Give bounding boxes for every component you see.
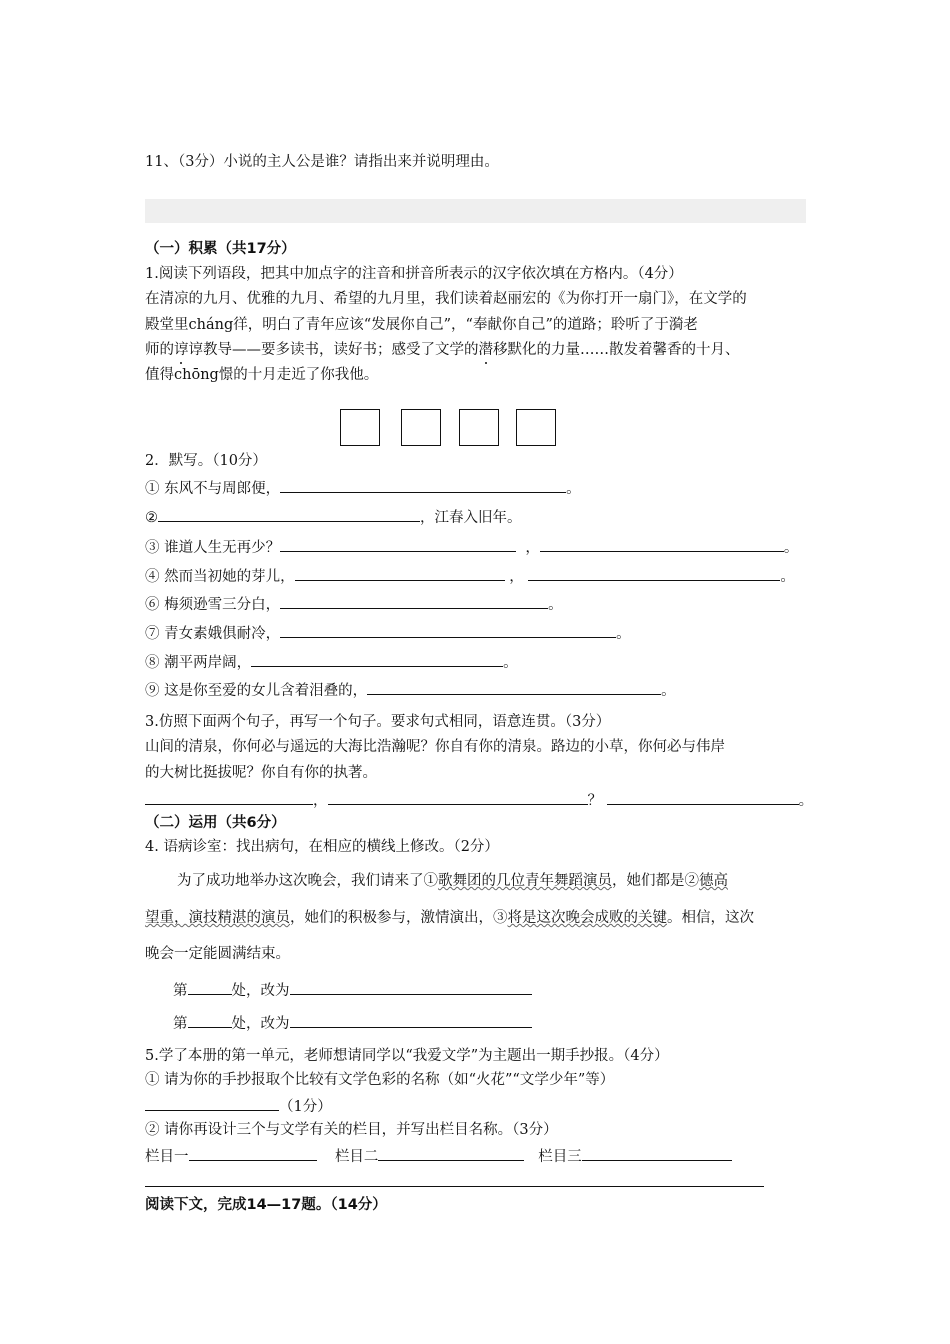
q5-sub-1: ① 请为你的手抄报取个比较有文学色彩的名称（如“火花”“文学少年”等）	[145, 1072, 615, 1088]
q5-columns	[145, 1146, 732, 1166]
text: 。相信，这次	[667, 910, 754, 926]
text: 。	[503, 655, 518, 671]
text: ，	[313, 793, 328, 809]
reading-instruction: 阅读下文，完成14—17题。（14分）	[145, 1197, 387, 1213]
q3-prompt: 3.仿照下面两个句子，再写一个句子。要求句式相同，语意连贯。（3分）	[145, 714, 611, 730]
text: 栏目二	[334, 1149, 379, 1165]
question-11: 11、（3分）小说的主人公是谁？请指出来并说明理由。	[145, 154, 499, 170]
text: 移默化的力量……散发着馨香的十月、	[493, 342, 740, 358]
q4-prompt: 4. 语病诊室：找出病句，在相应的横线上修改。（2分）	[145, 839, 499, 855]
blank[interactable]	[528, 566, 780, 581]
blank[interactable]	[251, 652, 503, 667]
q5-sub-2: ② 请你再设计三个与文学有关的栏目，并写出栏目名称。（3分）	[145, 1122, 558, 1138]
q5-prompt: 5.学了本册的第一单元，老师想请同学以“我爱文学”为主题出一期手抄报。（4分）	[145, 1048, 669, 1064]
underlined-phrase-1: 歌舞团的几位青年舞蹈演员	[438, 873, 612, 889]
text: ，	[525, 540, 540, 556]
blank[interactable]	[280, 623, 616, 638]
text: ⑥ 梅须逊雪三分白，	[145, 597, 281, 613]
answer-box-3[interactable]	[459, 409, 499, 446]
text: 为了成功地举办这次晚会，我们请来了①	[177, 873, 438, 889]
answer-area[interactable]	[145, 199, 806, 223]
text: 第	[173, 983, 188, 999]
text: 栏目一	[145, 1149, 189, 1165]
text: ⑧ 潮平两岸阔，	[145, 655, 252, 671]
text: ，江春入旧年。	[420, 510, 522, 526]
q2-line-1	[145, 478, 581, 498]
text: ，她们都是②	[612, 873, 699, 889]
q1-passage-line-4: 值得chōng憬的十月走近了你我他。	[145, 367, 379, 383]
q1-prompt: 1.阅读下列语段，把其中加点字的注音和拼音所表示的汉字依次填在方格内。（4分）	[145, 266, 683, 282]
text: 。	[783, 540, 799, 556]
q4-passage-line-1	[177, 872, 728, 890]
q2-line-7	[145, 623, 631, 643]
q2-prompt: 2．默写。（10分）	[145, 453, 267, 469]
text: 。	[548, 597, 563, 613]
text: 处，改为	[231, 983, 290, 999]
text: ③ 谁道人生无再少？	[145, 540, 281, 556]
q2-line-2	[145, 507, 522, 527]
text: 第	[173, 1016, 188, 1032]
blank[interactable]	[378, 1146, 524, 1161]
text: 。	[798, 793, 814, 809]
blank[interactable]	[295, 566, 505, 581]
q1-passage-line-1: 在清凉的九月、优雅的九月、希望的九月里，我们读着赵丽宏的《为你打开一扇门》，在文学的	[145, 291, 747, 307]
text: ⑨ 这是你至爱的女儿含着泪叠的，	[145, 683, 368, 699]
q4-passage-line-2	[145, 909, 754, 927]
q2-line-3	[145, 537, 798, 557]
blank[interactable]	[280, 594, 548, 609]
text: 栏目三	[538, 1149, 582, 1165]
q1-passage-line-3	[145, 341, 740, 359]
blank[interactable]	[540, 537, 784, 552]
section-2-title: （二）运用（共6分）	[145, 815, 286, 831]
text: ① 东风不与周郎便，	[145, 481, 281, 497]
divider	[145, 1186, 764, 1187]
text: 。	[616, 626, 631, 642]
q5-sub-1-answer	[145, 1096, 332, 1116]
text: ②	[145, 510, 158, 526]
dotted-char: 潜	[478, 342, 493, 358]
text: ，她们的积极参与，激情演出，③	[290, 910, 508, 926]
q4-fix-2	[173, 1013, 532, 1033]
answer-box-2[interactable]	[401, 409, 441, 446]
q2-line-9	[145, 680, 676, 700]
text: 。	[566, 481, 581, 497]
text: 。	[780, 569, 795, 585]
q4-fix-1	[173, 980, 532, 1000]
blank[interactable]	[188, 1013, 232, 1028]
q3-example-line-2: 的大树比挺拔呢？你自有你的执著。	[145, 765, 377, 781]
text: 。	[661, 683, 676, 699]
dotted-char: 谆	[174, 342, 189, 358]
blank[interactable]	[280, 478, 566, 493]
text: ？	[587, 793, 602, 809]
blank[interactable]	[145, 1096, 279, 1111]
blank[interactable]	[280, 537, 516, 552]
text: 处，改为	[231, 1016, 290, 1032]
text: 师的	[145, 342, 174, 358]
text: ④ 然而当初她的芽儿，	[145, 569, 295, 585]
text: ，	[509, 569, 524, 585]
q3-answer-line	[145, 790, 813, 810]
answer-box-1[interactable]	[340, 409, 380, 446]
blank[interactable]	[607, 790, 799, 805]
blank[interactable]	[290, 980, 532, 995]
text: 谆教导——要多读书，读好书；感受了文学的	[188, 342, 479, 358]
blank[interactable]	[158, 507, 420, 522]
blank[interactable]	[328, 790, 588, 805]
q2-line-6	[145, 594, 563, 614]
blank[interactable]	[188, 980, 232, 995]
q1-passage-line-2: 殿堂里cháng徉，明白了青年应该“发展你自己”，“奉献你自己”的道路；聆听了于漪老	[145, 317, 698, 333]
underlined-phrase-3: 将是这次晚会成败的关键	[507, 910, 667, 926]
blank[interactable]	[189, 1146, 317, 1161]
section-1-title: （一）积累（共17分）	[145, 241, 296, 257]
q2-line-8	[145, 652, 518, 672]
underlined-phrase-2: 德高	[699, 873, 728, 889]
blank[interactable]	[582, 1146, 732, 1161]
blank[interactable]	[145, 790, 313, 805]
q3-example-line-1: 山间的清泉，你何必与遥远的大海比浩瀚呢？你自有你的清泉。路边的小草，你何必与伟岸	[145, 739, 725, 755]
q2-line-4	[145, 566, 795, 586]
blank[interactable]	[290, 1013, 532, 1028]
blank[interactable]	[367, 680, 661, 695]
q4-passage-line-3: 晚会一定能圆满结束。	[145, 946, 290, 962]
text: ⑦ 青女素娥俱耐冷，	[145, 626, 281, 642]
text: （1分）	[279, 1099, 332, 1115]
underlined-phrase-2-cont: 望重，演技精湛的演员	[145, 910, 290, 926]
answer-box-4[interactable]	[516, 409, 556, 446]
